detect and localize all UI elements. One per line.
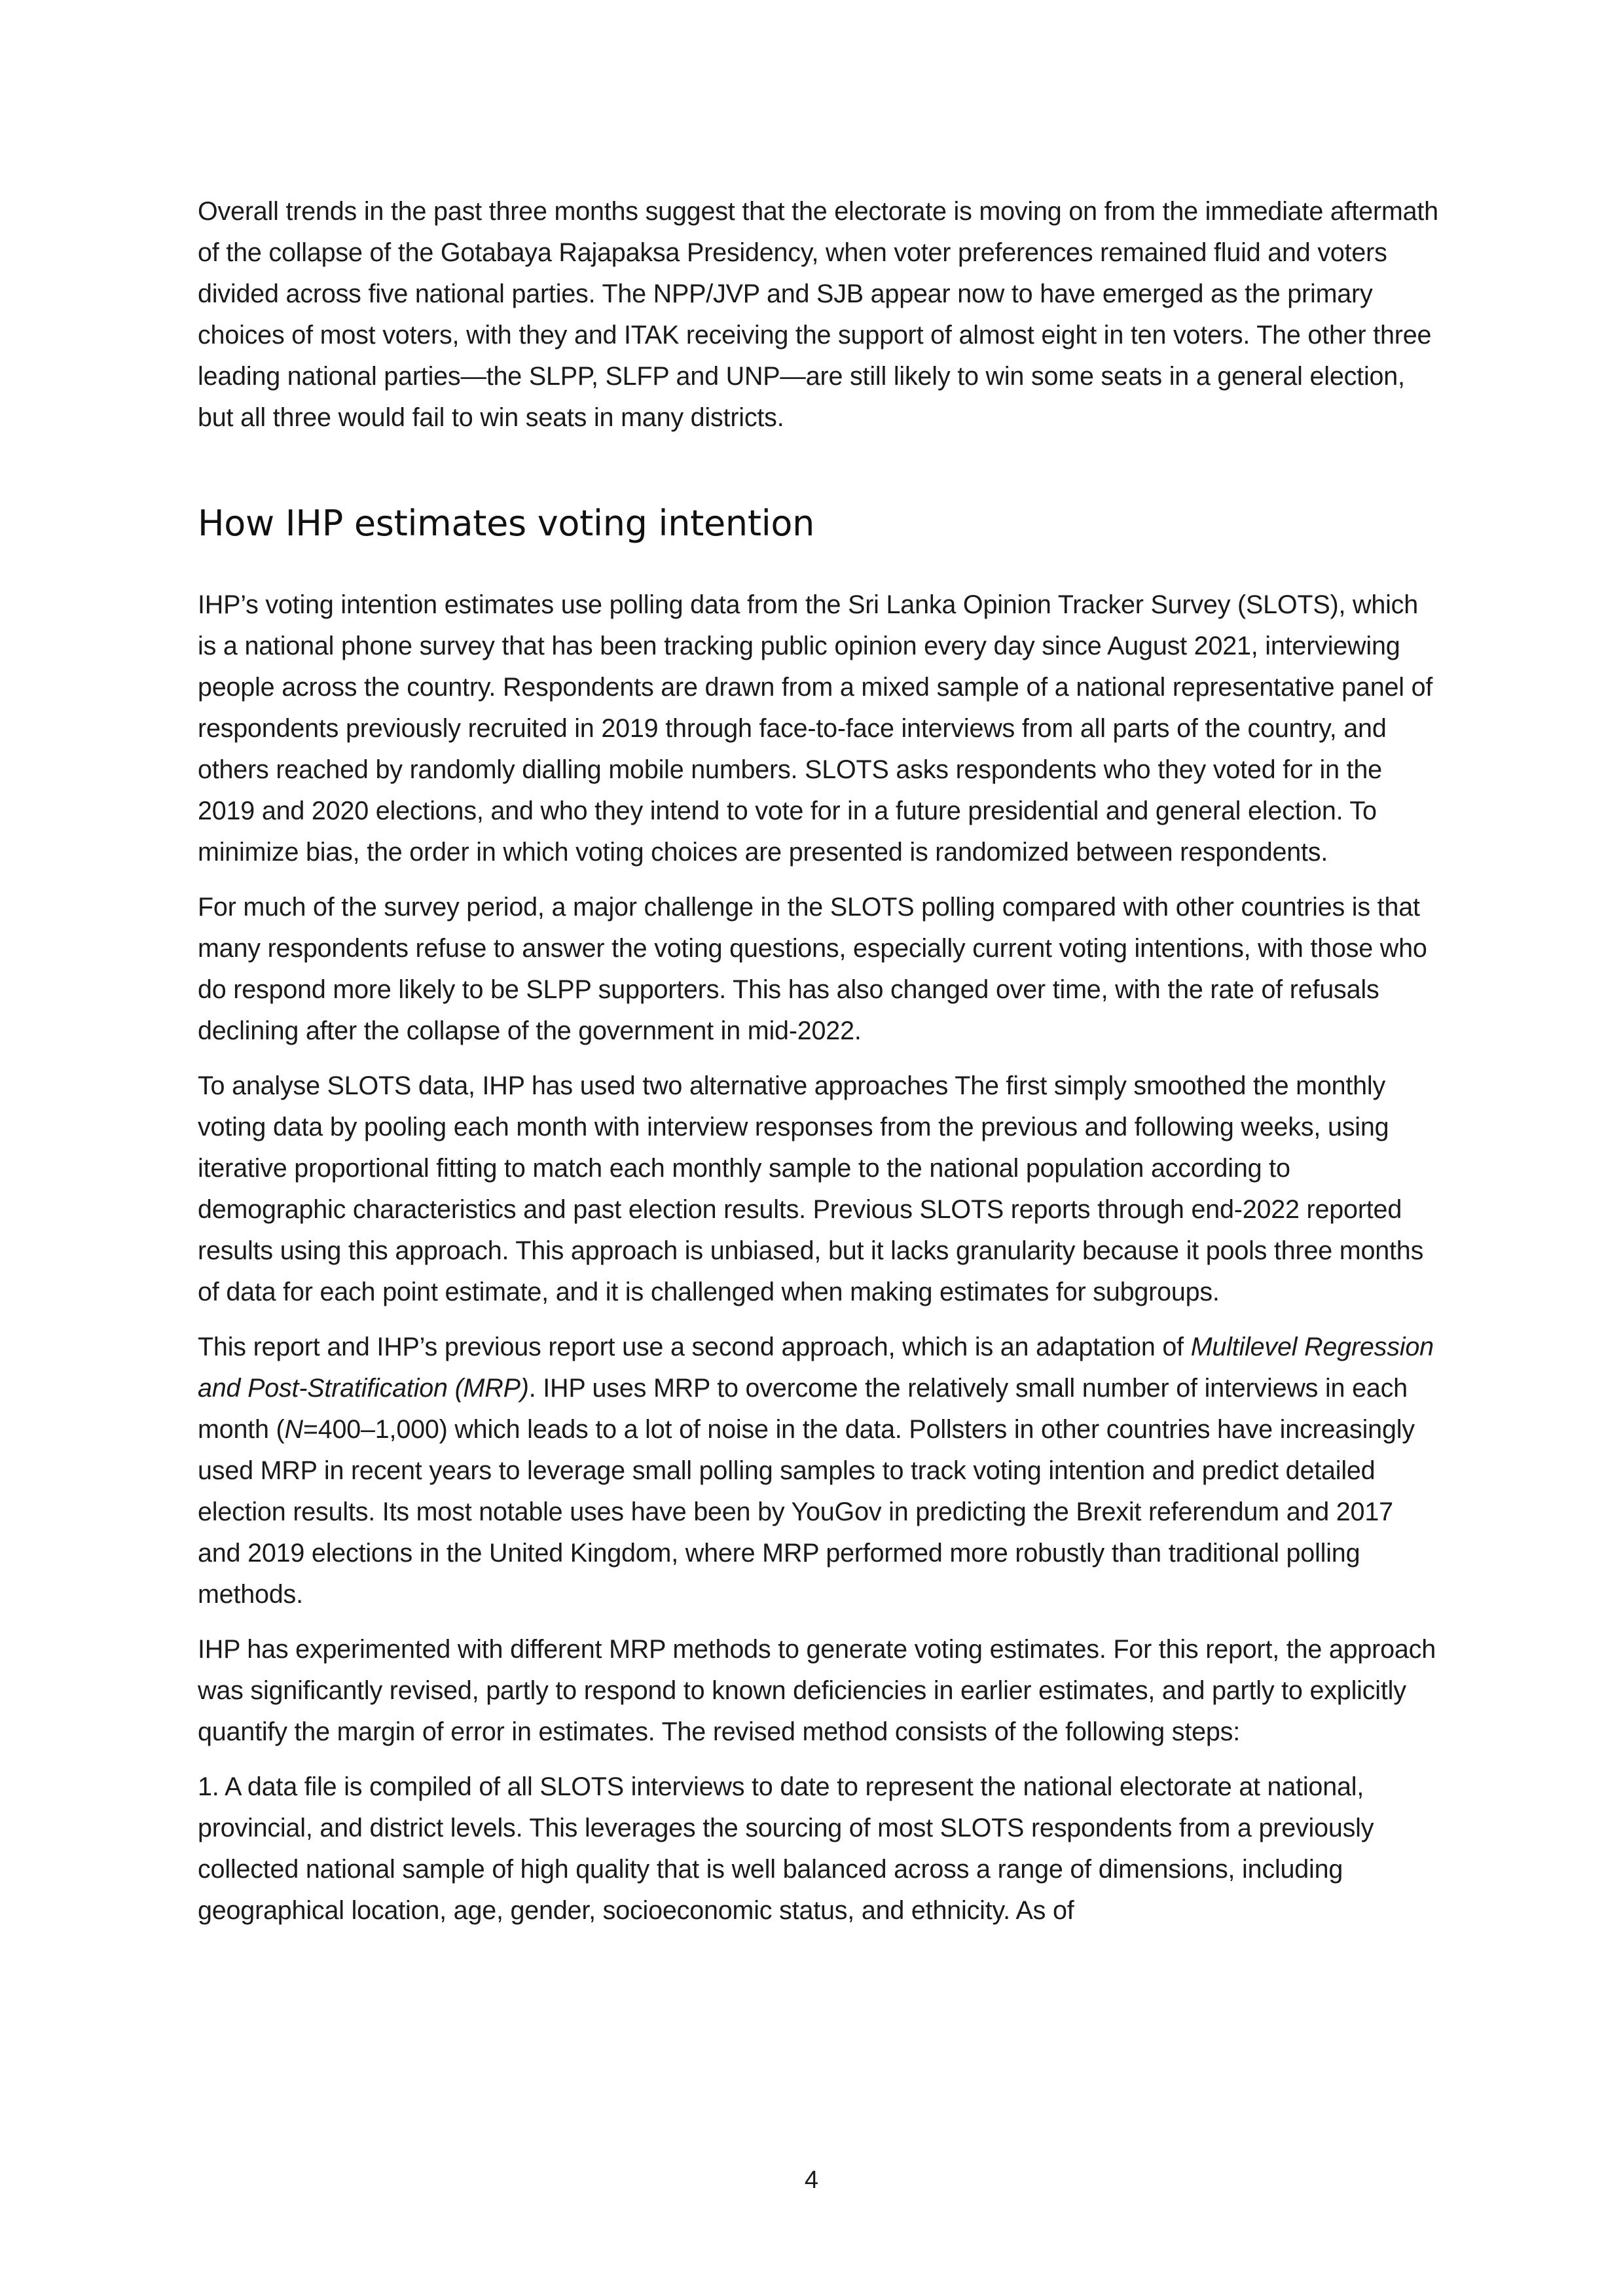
document-page — [198, 191, 1442, 1945]
mrp-text-c: =400–1,000) which leads to a lot of noise in the data. Pollsters in other countries have increasingly used MRP in recent years to leverage small polling samples to track voting intention and predict detailed election results. Its most notable uses have been by YouGov in predicting the Brexit referendum and 2017 and 2019 elections in the United Kingdom, where MRP performed more robustly than traditional polling methods. — [198, 1415, 1415, 1609]
paragraph-refusal-challenge: For much of the survey period, a major challenge in the SLOTS polling compared with other countries is that many respondents refuse to answer the voting questions, especially current voting intentions, with those who do respond more likely to be SLPP supporters. This has also changed over time, with the rate of refusals declining after the collapse of the government in mid-2022. — [198, 893, 1427, 1045]
paragraph-mrp-revision: IHP has experimented with different MRP methods to generate voting estimates. For this report, the approach was significantly revised, partly to respond to known deficiencies in earlier estimates, and partly to explicitly quantify the margin of error in estimates. The revised method consists of the following steps: — [198, 1635, 1436, 1746]
section-heading: How IHP estimates voting intention — [198, 503, 815, 544]
mrp-text-a: This report and IHP’s previous report use a second approach, which is an adaptation of — [198, 1333, 1191, 1361]
paragraph-step-1: 1. A data file is compiled of all SLOTS interviews to date to represent the national electorate at national, provincial, and district levels. This leverages the sourcing of most SLOTS respondents from a previously collected national sample of high quality that is well balanced across a range of dimensions, including geographical location, age, gender, socioeconomic status, and ethnicity. As of — [198, 1772, 1374, 1925]
paragraph-overall-trends: Overall trends in the past three months suggest that the electorate is moving on from the immediate aftermath of the collapse of the Gotabaya Rajapaksa Presidency, when voter preferences remained fluid and voters divided across five national parties. The NPP/JVP and SJB appear now to have emerged as the primary choices of most voters, with they and ITAK receiving the support of almost eight in ten voters. The other three leading national parties—the SLPP, SLFP and UNP—are still likely to win some seats in a general election, but all three would fail to win seats in many districts. — [198, 197, 1438, 432]
paragraph-analysis-approaches: To analyse SLOTS data, IHP has used two alternative approaches The first simply smoothed the monthly voting data by pooling each month with interview responses from the previous and following weeks, using iterative proportional fitting to match each monthly sample to the national population according to demographic characteristics and past election results. Previous SLOTS reports through end-2022 reported results using this approach. This approach is unbiased, but it lacks granularity because it pools three months of data for each point estimate, and it is challenged when making estimates for subgroups. — [198, 1071, 1424, 1306]
mrp-italic-term: Multilevel Regression and Post-Stratification (MRP) — [198, 1333, 1434, 1403]
mrp-text-b: . IHP uses MRP to overcome the relatively small number of interviews in each month ( — [198, 1374, 1408, 1444]
page-number: 4 — [804, 2166, 819, 2194]
paragraph-slots-description: IHP’s voting intention estimates use polling data from the Sri Lanka Opinion Tracker Survey (SLOTS), which is a national phone survey that has been tracking public opinion every day since August 2021, interviewing people across the country. Respondents are drawn from a mixed sample of a national representative panel of respondents previously recruited in 2019 through face-to-face interviews from all parts of the country, and others reached by randomly dialling mobile numbers. SLOTS asks respondents who they voted for in the 2019 and 2020 elections, and who they intend to vote for in a future presidential and general election. To minimize bias, the order in which voting choices are presented is randomized between respondents. — [198, 590, 1433, 867]
mrp-italic-n: N — [284, 1415, 303, 1444]
paragraph-mrp-approach — [198, 1327, 1442, 1615]
